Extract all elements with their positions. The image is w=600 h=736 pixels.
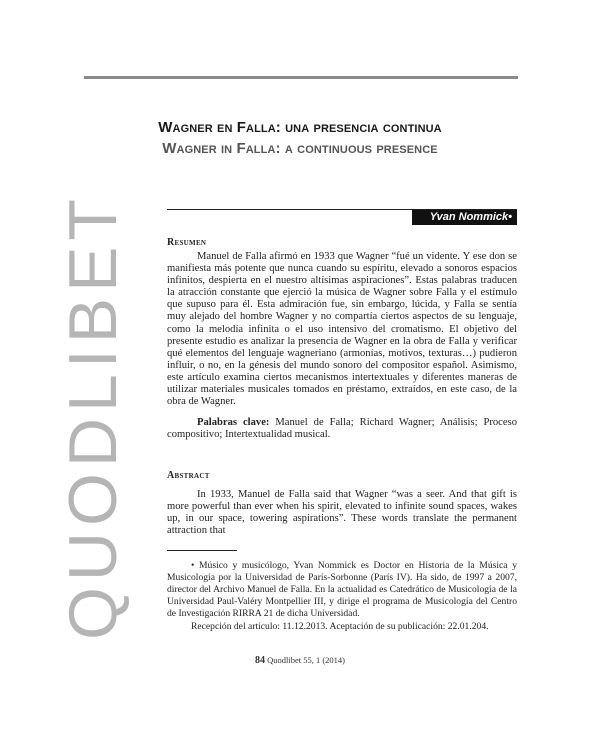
- author-name: Yvan Nommick•: [412, 210, 517, 225]
- page-number: 84: [254, 655, 265, 666]
- page-footer: [0, 655, 600, 666]
- abstract-heading: Abstract: [167, 470, 210, 481]
- top-rule: [84, 76, 518, 79]
- article-title-spanish: Wagner en Falla: una presencia continua: [158, 119, 442, 136]
- footnote-rule: [167, 550, 237, 551]
- resumen-heading: Resumen: [167, 237, 207, 248]
- resumen-text: Manuel de Falla afirmó en 1933 que Wagner “fué un vidente. Y ese don se manifiesta más potente que nunca cuando su espíritu, elevado a sonoros espacios infinitos, despierta en el nuestro altísimas aspiraciones”. Estas palabras traducen la atracción constante que ejerció la música de Wagner sobre Falla y el estímulo que supuso para él. Esta admiración fue, sin embargo, lúcida, y Falla se sentía muy alejado del hombre Wagner y no compartía ciertos aspectos de su lenguaje, como la melodía infinita o el uso intensivo del cromatismo. El objetivo del presente estudio es analizar la presencia de Wagner en la obra de Falla y verificar qué elementos del lenguaje wagneriano (armonías, motivos, texturas…) pudieron influir, o no, en la génesis del mundo sonoro del compositor español. Asimismo, este artículo examina ciertos mecanismos intertextuales y diferentes maneras de utilizar materiales musicales tomados en préstamo, extraídos, en este caso, de la obra de Wagner.: [167, 251, 517, 408]
- footer-issue: 55, 1 (2014): [303, 655, 346, 665]
- footer-journal: Quodlibet: [267, 655, 302, 665]
- keywords-text: Manuel de Falla; Richard Wagner; Análisis; Proceso compositivo; Intertextualidad musical.: [167, 417, 517, 441]
- reception-dates: Recepción del artículo: 11.12.2013. Aceptación de su publicación: 22.01.204.: [191, 621, 489, 632]
- keywords: [167, 417, 517, 441]
- abstract-text: In 1933, Manuel de Falla said that Wagner “was a seer. And that gift is more powerful than ever when his spirit, elevated to infinite sound spaces, wakes up, in our space, towering aspirations”. These words translate the permanent attraction that: [167, 489, 517, 537]
- author-bar: [167, 209, 517, 224]
- journal-vertical-text: QUODLIBET: [55, 193, 131, 640]
- article-title-english: Wagner in Falla: a continuous presence: [162, 140, 438, 157]
- keywords-label: Palabras clave:: [197, 417, 270, 428]
- author-footnote: • Músico y musicólogo, Yvan Nommick es Doctor en Historia de la Música y Musicología por la Universidad de París-Sorbonne (París IV). Ha sido, de 1997 a 2007, director del Archivo Manuel de Falla. En la actualidad es Catedrático de Musicología de la Universidad Paul-Valéry Montpellier III, y dirige el programa de Musicología del Centro de Investigación RIRRA 21 de dicha Universidad.: [167, 560, 517, 619]
